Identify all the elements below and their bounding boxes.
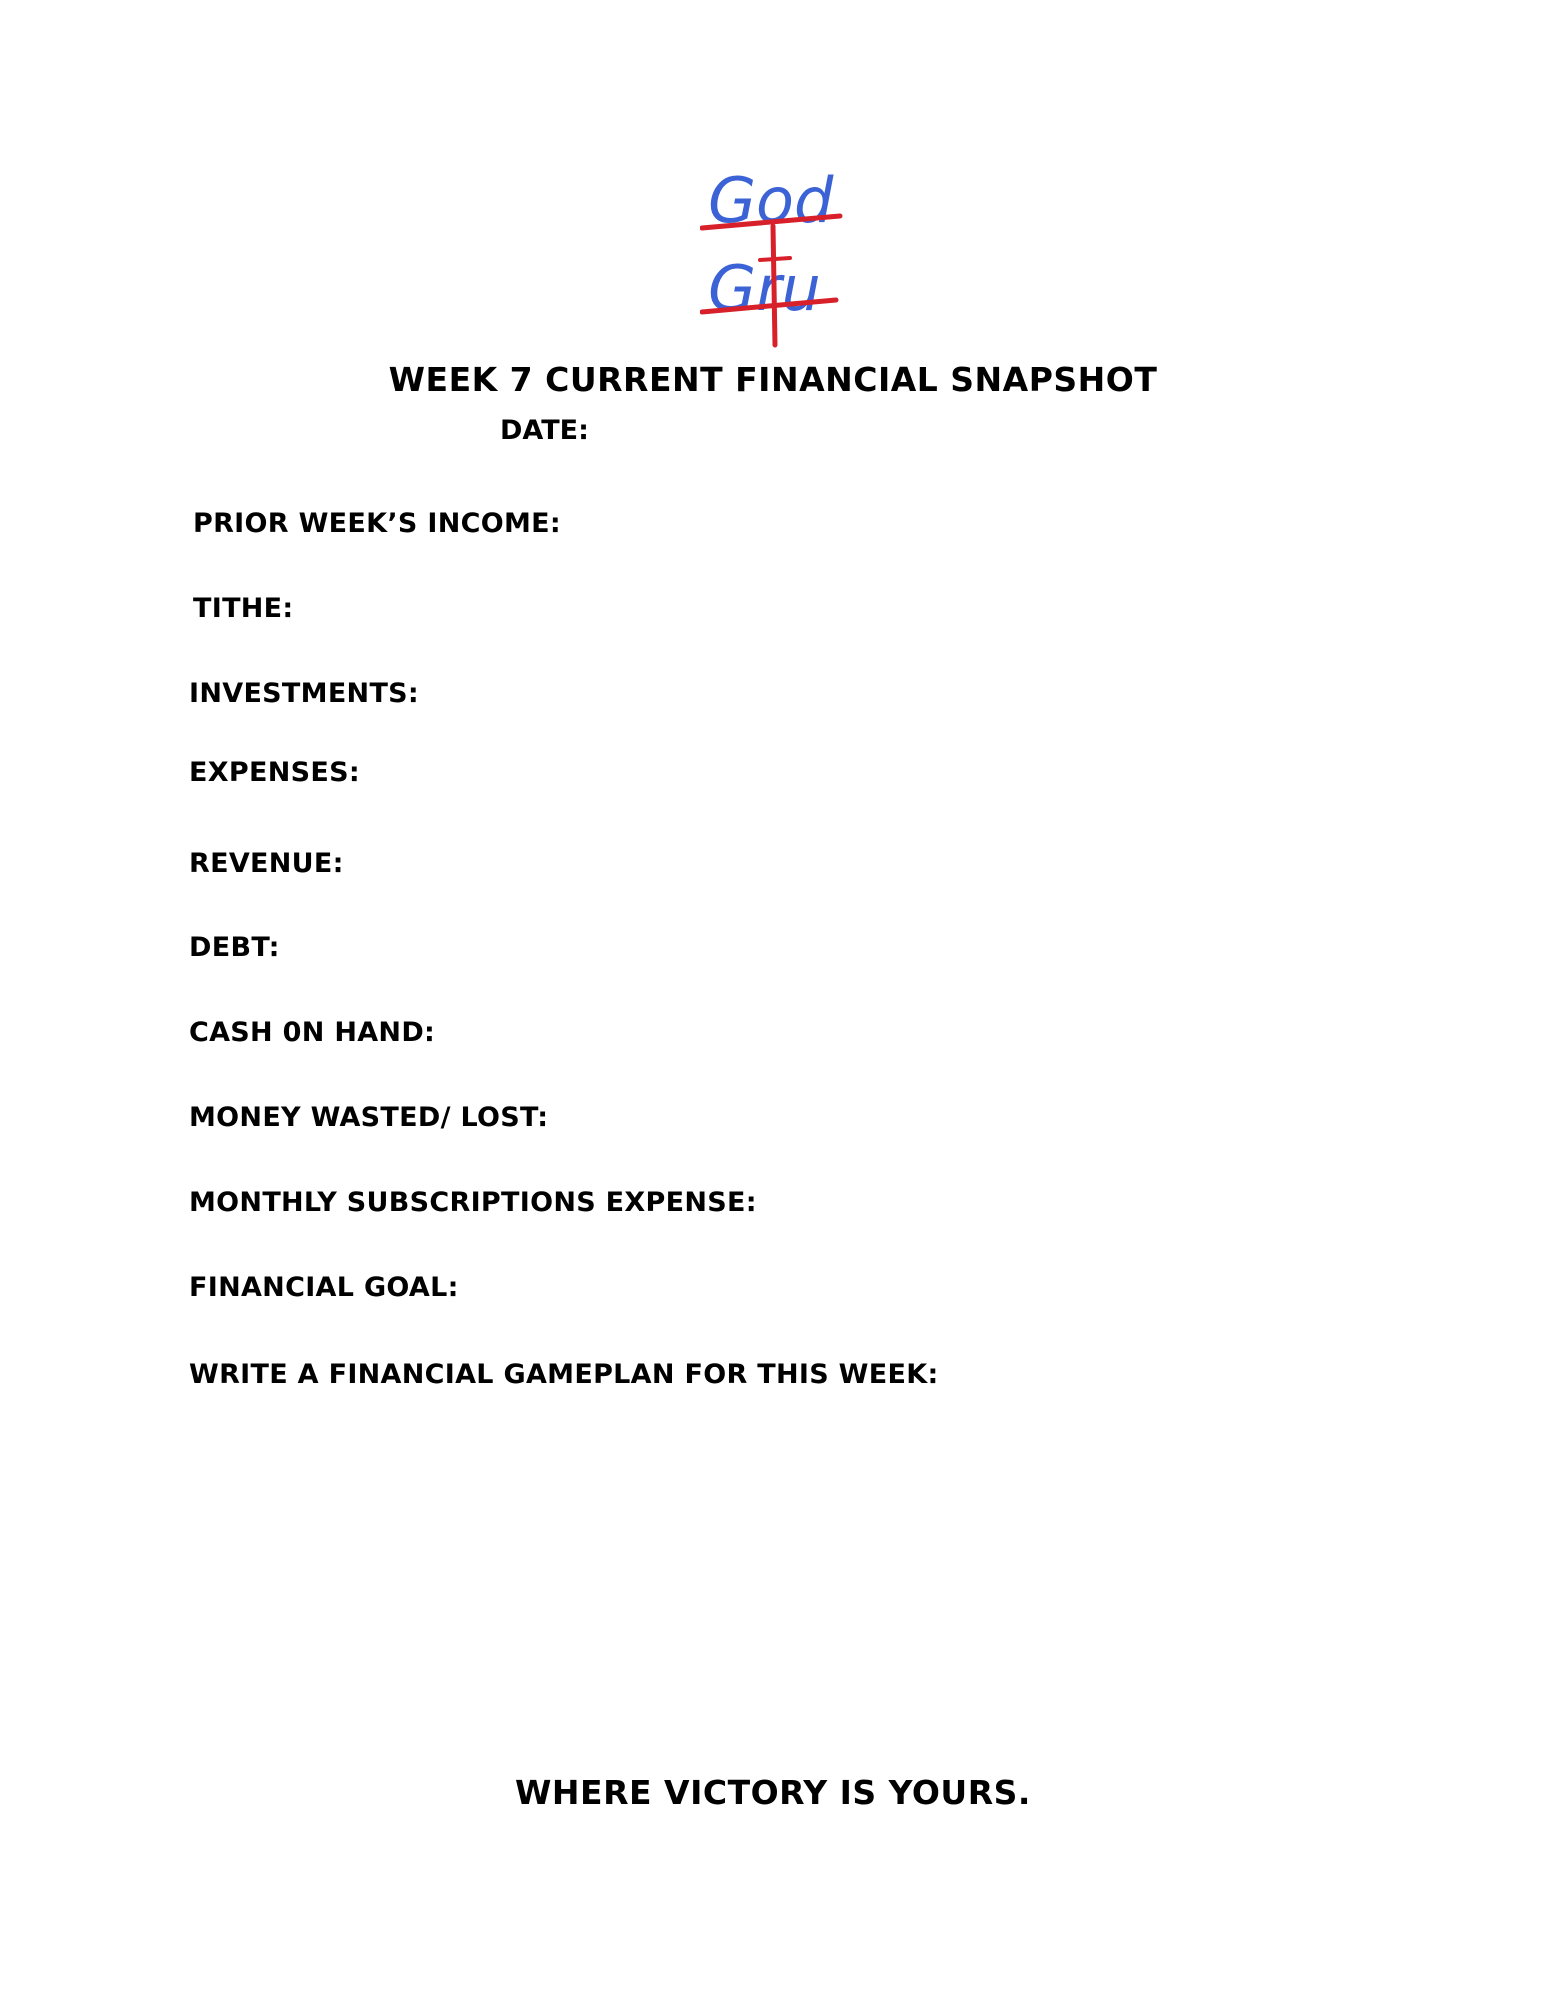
tagline: WHERE VICTORY IS YOURS. [515,1773,1031,1812]
field-investments: INVESTMENTS: [189,678,420,709]
field-debt: DEBT: [189,932,280,963]
field-cash-on-hand: CASH 0N HAND: [189,1017,436,1048]
field-financial-goal: FINANCIAL GOAL: [189,1272,459,1303]
field-revenue: REVENUE: [189,848,344,879]
logo-line-2: Gru [708,252,821,325]
field-money-wasted-lost: MONEY WASTED/ LOST: [189,1102,549,1133]
field-tithe: TITHE: [193,593,294,624]
field-expenses: EXPENSES: [189,757,360,788]
date-label: DATE: [500,415,589,446]
field-monthly-subscriptions-expense: MONTHLY SUBSCRIPTIONS EXPENSE: [189,1187,757,1218]
page-title: WEEK 7 CURRENT FINANCIAL SNAPSHOT [388,360,1158,399]
field-prior-week-income: PRIOR WEEK’S INCOME: [193,508,561,539]
logo [700,160,850,350]
field-financial-gameplan: WRITE A FINANCIAL GAMEPLAN FOR THIS WEEK: [189,1359,939,1390]
logo-line-1: God [708,164,834,237]
